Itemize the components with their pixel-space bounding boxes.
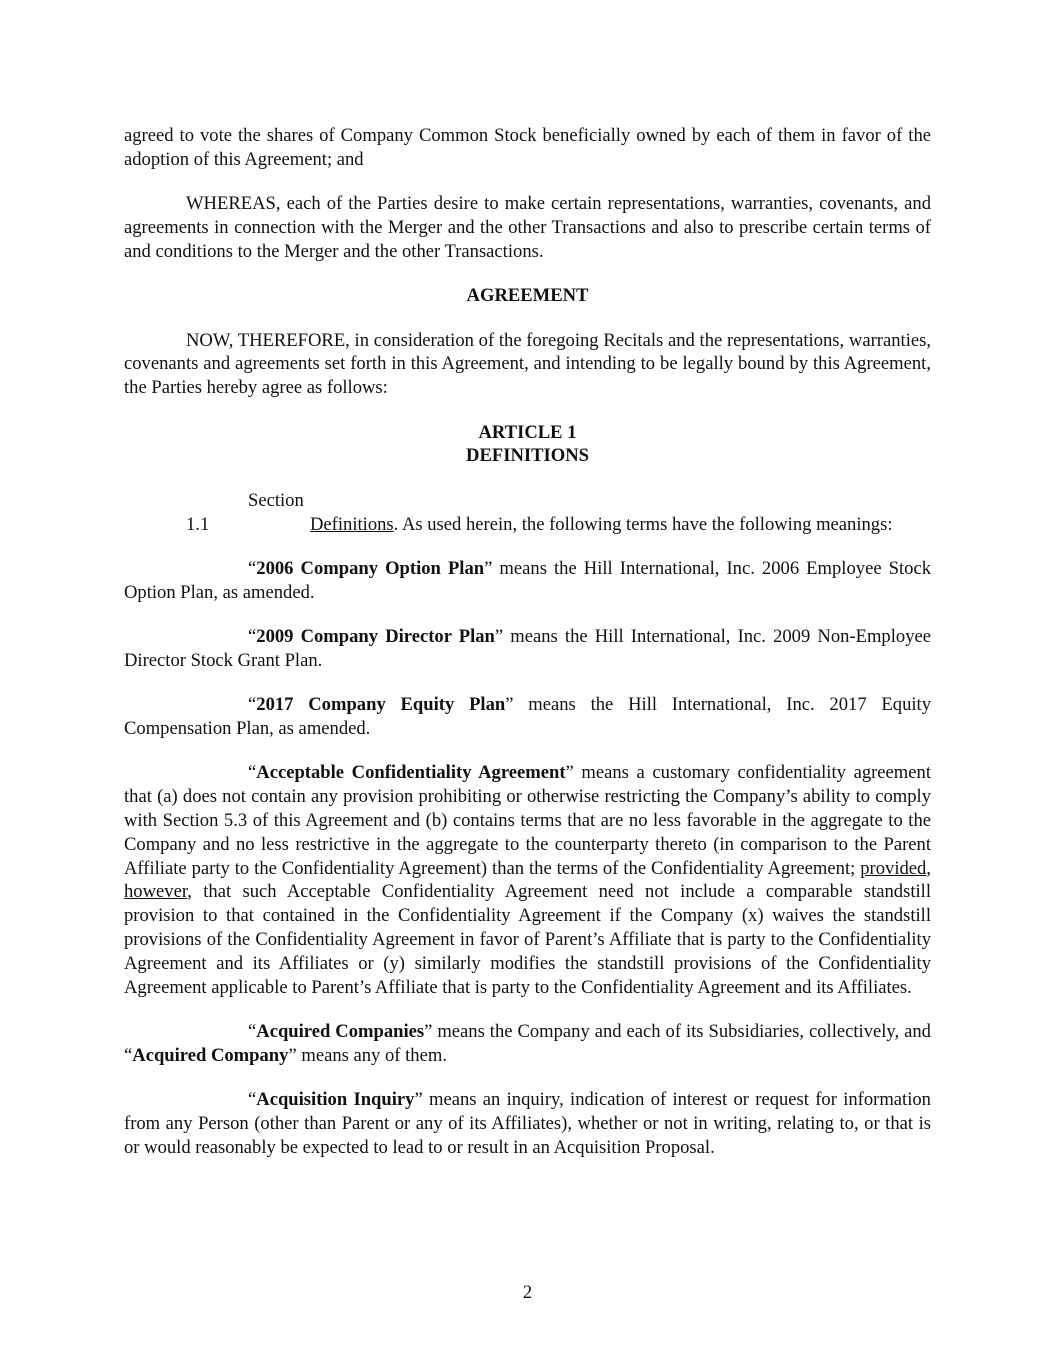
defined-term: 2009 Company Director Plan: [256, 626, 495, 648]
definition-2009-company-director-plan: [124, 625, 931, 673]
defined-term: 2006 Company Option Plan: [256, 557, 485, 579]
definition-acquired-companies: [124, 1020, 931, 1068]
intro-paragraph: agreed to vote the shares of Company Common Stock beneficially owned by each of them in favor of the adoption of this Agreement; and: [124, 125, 931, 170]
agreement-heading: AGREEMENT: [466, 285, 589, 307]
article-number: ARTICLE 1: [478, 421, 577, 443]
article-title: DEFINITIONS: [466, 445, 589, 467]
defined-term: 2017 Company Equity Plan: [256, 694, 506, 716]
section-title: Definitions: [310, 513, 394, 535]
definition-2017-company-equity-plan: [124, 693, 931, 741]
open-quote: “: [248, 557, 257, 579]
whereas-paragraph: WHEREAS, each of the Parties desire to make certain representations, warranties, covenants, and agreements in connection with the Merger and the other Transactions and also to prescribe certain terms of and conditions to the Merger and the other Transactions.: [124, 193, 931, 262]
document-page: [124, 124, 931, 1180]
definition-text: ” means the Hill International, Inc. 2017 Equity Compensation Plan, as amended.: [124, 694, 931, 740]
defined-term: Acceptable Confidentiality Agreement: [256, 762, 566, 784]
definition-text: ” means an inquiry, indication of interest or request for information from any Person (other than Parent or any of its Affiliates), whether or not in writing, relating to, or that is or would reasonably be expected to lead to or result in an Acquisition Proposal.: [124, 1089, 931, 1158]
page-number: 2: [522, 1282, 533, 1303]
defined-term: Acquired Companies: [256, 1021, 425, 1043]
defined-term: Acquisition Inquiry: [256, 1089, 415, 1111]
open-quote: “: [248, 1089, 257, 1111]
definition-text: ” means the Hill International, Inc. 2009 Non-Employee Director Stock Grant Plan.: [124, 626, 931, 671]
open-quote: “: [248, 694, 257, 716]
open-quote: “: [248, 1021, 257, 1043]
definition-text: ” means the Hill International, Inc. 2006 Employee Stock Option Plan, as amended.: [124, 557, 931, 603]
section-text: . As used herein, the following terms have the following meanings:: [393, 513, 893, 535]
open-quote: “: [248, 762, 257, 784]
provided-term: provided: [860, 857, 927, 879]
defined-term-secondary: Acquired Company: [132, 1044, 289, 1066]
definition-2006-company-option-plan: [124, 557, 931, 605]
section-1-1-paragraph: [124, 489, 931, 537]
definition-acquisition-inquiry: [124, 1088, 931, 1159]
definition-text-continued: , that such Acceptable Confidentiality Agreement need not include a comparable standstill provision to that contained in the Confidentiality Agreement if the Company (x) waives the standstill provisions of the Confidentiality Agreement in favor of Parent’s Affiliate that is party to the Confidentiality Agreement and its Affiliates or (y) similarly modifies the standstill provisions of the Confidentiality Agreement applicable to Parent’s Affiliate that is party to the Confidentiality Agreement and its Affiliates.: [124, 881, 931, 998]
definition-text: ” means a customary confidentiality agreement that (a) does not contain any provision prohibiting or otherwise restricting the Company’s ability to comply with Section 5.3 of this Agreement and (b) contains terms that are no less favorable in the aggregate to the Company and no less restrictive in the aggregate to the counterparty thereto (in comparison to the Parent Affiliate party to the Confidentiality Agreement) than the terms of the Confidentiality Agreement;: [124, 762, 931, 879]
now-therefore-paragraph: NOW, THEREFORE, in consideration of the foregoing Recitals and the representations, warranties, covenants and agreements set forth in this Agreement, and intending to be legally bound by this Agreement, the Parties hereby agree as follows:: [124, 329, 931, 399]
definition-text: ” means the Company and each of its Subsidiaries, collectively, and “: [124, 1021, 931, 1066]
however-term: however: [124, 881, 188, 903]
comma: ,: [926, 857, 931, 879]
article-heading: [124, 421, 931, 469]
definition-acceptable-confidentiality-agreement: [124, 761, 931, 999]
section-label: Section 1.1: [186, 489, 304, 535]
definition-text-end: ” means any of them.: [288, 1044, 447, 1066]
open-quote: “: [248, 626, 257, 648]
